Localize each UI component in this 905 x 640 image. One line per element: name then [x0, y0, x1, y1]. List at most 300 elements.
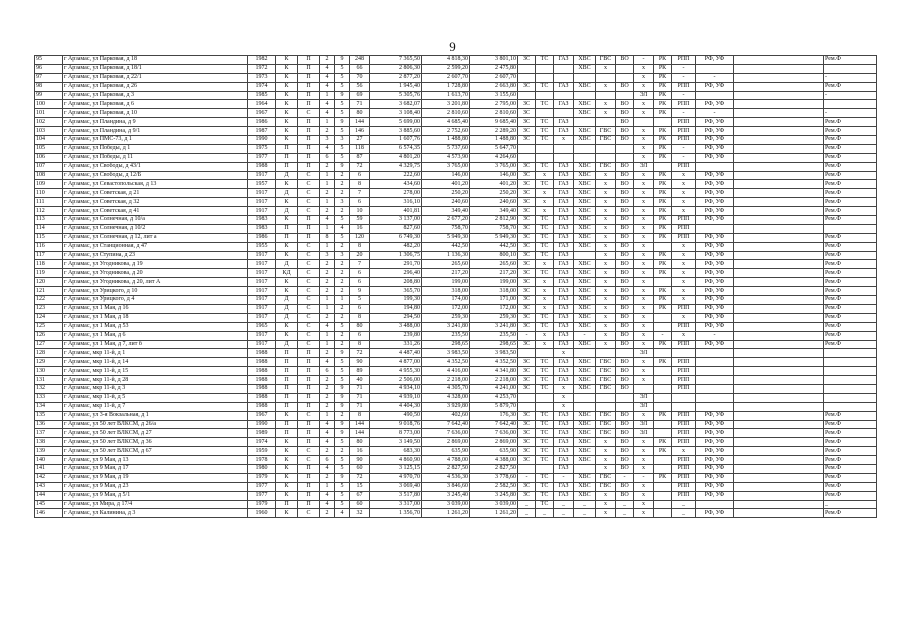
table-cell: 67: [350, 491, 370, 500]
table-cell: ВО: [616, 56, 634, 65]
table-cell: 4: [335, 509, 350, 518]
table-cell: х: [634, 376, 654, 385]
table-cell: РФ, УФ: [696, 242, 734, 251]
table-cell: _: [616, 500, 634, 509]
page-number: 9: [449, 39, 456, 54]
table-cell: РПП: [672, 162, 696, 171]
table-cell: РК: [654, 144, 672, 153]
table-cell: 3 929,80: [422, 402, 470, 411]
table-cell: г Арзамас, ул Парковая, д 22/1: [63, 73, 248, 82]
table-cell: 4 860,90: [370, 456, 422, 465]
table-cell: РФ, УФ: [696, 144, 734, 153]
table-cell: К: [276, 509, 298, 518]
table-row: [35, 491, 877, 500]
table-cell: ГВС: [596, 358, 616, 367]
table-row: [35, 411, 877, 420]
table-cell: 5 305,76: [370, 91, 422, 100]
table-cell: 66: [350, 64, 370, 73]
table-cell: 2: [335, 411, 350, 420]
table-cell: г Арзамас, ул Парковая, д 6: [63, 100, 248, 109]
table-cell: К: [276, 251, 298, 260]
table-cell: 4 536,30: [422, 473, 470, 482]
table-cell: 4: [335, 224, 350, 233]
table-cell: 2 607,70: [470, 73, 518, 82]
table-cell: ГАЗ: [554, 287, 574, 296]
table-cell: х: [634, 482, 654, 491]
table-cell: П: [298, 438, 320, 447]
table-cell: Рем.Ф: [824, 278, 877, 287]
table-cell: РК: [654, 411, 672, 420]
table-cell: [696, 64, 734, 73]
table-cell: К: [276, 322, 298, 331]
table-cell: 4 388,00: [470, 456, 518, 465]
table-cell: 4: [320, 144, 335, 153]
table-cell: Рем.Ф: [824, 189, 877, 198]
table-cell: [734, 349, 824, 358]
table-cell: х: [634, 491, 654, 500]
table-cell: 250,20: [422, 189, 470, 198]
table-cell: ГАЗ: [554, 438, 574, 447]
table-cell: Рем.Ф: [824, 456, 877, 465]
table-cell: 2: [335, 180, 350, 189]
table-cell: 9 685,40: [470, 118, 518, 127]
table-cell: 2 506,00: [370, 376, 422, 385]
table-cell: 7 636,00: [470, 429, 518, 438]
table-cell: 434,60: [370, 180, 422, 189]
table-cell: К: [276, 287, 298, 296]
table-cell: РК: [654, 100, 672, 109]
table-cell: 99: [35, 91, 63, 100]
table-cell: ТС: [536, 411, 554, 420]
table-cell: ВО: [616, 438, 634, 447]
table-cell: П: [276, 376, 298, 385]
table-cell: [734, 224, 824, 233]
table-cell: Рем.Ф: [824, 491, 877, 500]
table-cell: П: [298, 429, 320, 438]
table-cell: [734, 64, 824, 73]
table-cell: г Арзамас, ул Севастопольская, д 13: [63, 180, 248, 189]
table-cell: 9: [350, 287, 370, 296]
table-cell: К: [276, 198, 298, 207]
table-cell: 134: [35, 402, 63, 411]
table-row: [35, 224, 877, 233]
table-cell: ТС: [536, 242, 554, 251]
table-cell: г Арзамас, ул Станционная, д 47: [63, 242, 248, 251]
table-cell: 1 306,75: [370, 251, 422, 260]
table-cell: 199,00: [422, 278, 470, 287]
table-cell: ЗС: [518, 278, 536, 287]
table-cell: 1983: [248, 224, 276, 233]
table-cell: х: [672, 171, 696, 180]
table-cell: [734, 233, 824, 242]
table-cell: х: [554, 393, 574, 402]
table-cell: РК: [654, 171, 672, 180]
table-cell: г Арзамас, мкр 11-й, д 5: [63, 393, 248, 402]
table-cell: 59: [350, 216, 370, 225]
table-cell: РФ, УФ: [696, 304, 734, 313]
table-cell: 117: [35, 251, 63, 260]
table-cell: К: [276, 56, 298, 65]
table-cell: [734, 482, 824, 491]
table-cell: 3: [320, 251, 335, 260]
table-cell: х: [672, 296, 696, 305]
table-cell: ЗС: [518, 438, 536, 447]
table-cell: ТС: [536, 456, 554, 465]
table-cell: 144: [35, 491, 63, 500]
table-cell: 103: [35, 127, 63, 136]
table-cell: 1988: [248, 393, 276, 402]
table-cell: 5: [335, 358, 350, 367]
table-cell: 127: [35, 340, 63, 349]
table-row: [35, 296, 877, 305]
table-cell: РПП: [672, 438, 696, 447]
table-cell: 3 517,80: [370, 491, 422, 500]
table-cell: х: [554, 136, 574, 145]
table-cell: [616, 73, 634, 82]
table-cell: 2: [320, 189, 335, 198]
table-cell: ГАЗ: [554, 313, 574, 322]
table-cell: [734, 162, 824, 171]
table-cell: РК: [654, 304, 672, 313]
table-cell: 1986: [248, 233, 276, 242]
table-cell: ВО: [616, 180, 634, 189]
table-cell: [574, 251, 596, 260]
table-cell: х: [596, 322, 616, 331]
table-cell: 1987: [248, 127, 276, 136]
table-cell: _: [518, 509, 536, 518]
table-row: [35, 376, 877, 385]
table-cell: [734, 464, 824, 473]
table-cell: х: [672, 198, 696, 207]
table-cell: х: [634, 358, 654, 367]
table-cell: 240,60: [422, 198, 470, 207]
table-row: [35, 260, 877, 269]
table-cell: 2: [320, 56, 335, 65]
table-cell: ГАЗ: [554, 340, 574, 349]
table-cell: ГАЗ: [554, 189, 574, 198]
table-cell: х: [536, 287, 554, 296]
table-cell: 8: [350, 340, 370, 349]
table-cell: ХВС: [574, 456, 596, 465]
table-cell: [518, 64, 536, 73]
table-cell: РПП: [672, 118, 696, 127]
table-cell: ВО: [616, 171, 634, 180]
table-cell: 2: [320, 278, 335, 287]
table-cell: 278,00: [370, 189, 422, 198]
table-cell: РПП: [672, 367, 696, 376]
table-cell: РК: [654, 438, 672, 447]
table-cell: [616, 91, 634, 100]
table-cell: ГАЗ: [554, 464, 574, 473]
table-cell: 1 728,80: [422, 82, 470, 91]
table-cell: 265,60: [470, 260, 518, 269]
table-cell: [536, 402, 554, 411]
table-cell: 141: [35, 464, 63, 473]
table-cell: ХВС: [574, 304, 596, 313]
table-cell: 1957: [248, 180, 276, 189]
table-cell: ВО: [616, 162, 634, 171]
table-cell: 5: [335, 322, 350, 331]
table-cell: 172,00: [470, 304, 518, 313]
table-cell: 98: [35, 82, 63, 91]
table-cell: 4: [320, 100, 335, 109]
table-cell: 1: [320, 304, 335, 313]
table-cell: _: [824, 500, 877, 509]
table-cell: 8: [350, 180, 370, 189]
table-cell: ХВС: [574, 278, 596, 287]
table-cell: 1: [320, 118, 335, 127]
table-cell: 109: [35, 180, 63, 189]
table-cell: Рем.Ф: [824, 233, 877, 242]
table-cell: ХВС: [574, 287, 596, 296]
table-cell: 9: [335, 473, 350, 482]
table-cell: К: [276, 331, 298, 340]
table-cell: [654, 393, 672, 402]
table-cell: [554, 109, 574, 118]
table-cell: 3 317,00: [370, 500, 422, 509]
table-cell: ХВС: [574, 127, 596, 136]
table-cell: г Арзамас, ул Победы, д 1: [63, 144, 248, 153]
table-cell: [734, 340, 824, 349]
table-cell: РПП: [672, 464, 696, 473]
table-cell: Рем.Ф: [824, 287, 877, 296]
table-cell: х: [596, 216, 616, 225]
table-cell: 318,00: [422, 287, 470, 296]
table-cell: П: [276, 153, 298, 162]
table-cell: 3 039,00: [470, 500, 518, 509]
table-cell: [734, 491, 824, 500]
table-cell: 2: [320, 287, 335, 296]
table-cell: П: [298, 500, 320, 509]
table-cell: 119: [35, 269, 63, 278]
table-cell: К: [276, 91, 298, 100]
table-cell: [536, 393, 554, 402]
table-cell: х: [634, 242, 654, 251]
table-cell: 199,00: [470, 278, 518, 287]
table-cell: Рем.Ф: [824, 162, 877, 171]
table-cell: ХВС: [574, 340, 596, 349]
table-cell: 199,30: [370, 296, 422, 305]
table-cell: РПП: [672, 473, 696, 482]
table-cell: [654, 509, 672, 518]
table-cell: К: [276, 447, 298, 456]
table-cell: г Арзамас, ул 9 Мая, д 19: [63, 473, 248, 482]
table-cell: ЗС: [518, 56, 536, 65]
table-cell: [734, 358, 824, 367]
table-cell: 8: [350, 242, 370, 251]
table-cell: г Арзамас, мкр 11-й, д 1: [63, 349, 248, 358]
table-cell: х: [672, 207, 696, 216]
table-cell: [734, 278, 824, 287]
table-cell: [734, 109, 824, 118]
table-cell: г Арзамас, ул 1 Мая, д 53: [63, 322, 248, 331]
table-cell: 316,10: [370, 198, 422, 207]
table-cell: [518, 153, 536, 162]
table-cell: ГВС: [596, 429, 616, 438]
table-row: [35, 287, 877, 296]
table-cell: С: [298, 278, 320, 287]
table-cell: ГВС: [596, 420, 616, 429]
table-cell: РПП: [672, 429, 696, 438]
table-cell: Рем.Ф: [824, 482, 877, 491]
table-cell: [574, 402, 596, 411]
table-cell: ВО: [616, 100, 634, 109]
table-cell: ТС: [536, 358, 554, 367]
table-cell: РФ, УФ: [696, 491, 734, 500]
table-cell: 144: [350, 118, 370, 127]
table-cell: 80: [350, 109, 370, 118]
table-cell: [596, 73, 616, 82]
table-cell: г Арзамас, ул Ступина, д 23: [63, 251, 248, 260]
table-cell: 2: [320, 127, 335, 136]
table-cell: РК: [654, 189, 672, 198]
table-cell: ХВС: [574, 384, 596, 393]
table-cell: П: [298, 233, 320, 242]
table-cell: 123: [35, 304, 63, 313]
table-cell: [596, 349, 616, 358]
table-cell: 116: [35, 242, 63, 251]
table-cell: г Арзамас, ул 9 Мая, д 5/1: [63, 491, 248, 500]
table-cell: ТС: [536, 82, 554, 91]
table-cell: РФ, УФ: [696, 260, 734, 269]
table-row: [35, 144, 877, 153]
table-cell: 129: [35, 358, 63, 367]
table-cell: [654, 402, 672, 411]
table-cell: 1965: [248, 322, 276, 331]
table-cell: [734, 322, 824, 331]
table-cell: 1989: [248, 429, 276, 438]
table-cell: 2: [335, 189, 350, 198]
table-cell: С: [298, 171, 320, 180]
table-cell: С: [298, 207, 320, 216]
table-cell: 1917: [248, 304, 276, 313]
table-cell: П: [276, 429, 298, 438]
table-cell: РФ, УФ: [696, 482, 734, 491]
table-cell: _: [672, 509, 696, 518]
table-cell: ЗС: [518, 456, 536, 465]
table-cell: [696, 500, 734, 509]
table-cell: 1: [320, 171, 335, 180]
table-cell: 130: [35, 367, 63, 376]
table-cell: х: [536, 260, 554, 269]
table-cell: [574, 144, 596, 153]
table-cell: ЗС: [518, 180, 536, 189]
table-cell: С: [298, 447, 320, 456]
table-cell: 1 261,20: [470, 509, 518, 518]
table-cell: ВО: [616, 207, 634, 216]
table-cell: х: [596, 109, 616, 118]
table-cell: П: [298, 358, 320, 367]
table-cell: 7 636,00: [422, 429, 470, 438]
table-cell: РПП: [672, 224, 696, 233]
table-cell: х: [634, 189, 654, 198]
table-row: [35, 82, 877, 91]
table-cell: 2 810,60: [470, 109, 518, 118]
table-cell: г Арзамас, ул ПМС-73, д 1: [63, 136, 248, 145]
table-cell: х: [672, 180, 696, 189]
table-cell: 2: [320, 473, 335, 482]
table-cell: 125: [35, 322, 63, 331]
table-cell: _: [536, 509, 554, 518]
table-cell: 259,30: [422, 313, 470, 322]
table-cell: 2: [335, 207, 350, 216]
table-cell: ГАЗ: [554, 260, 574, 269]
table-cell: ВО: [616, 216, 634, 225]
table-cell: ГВС: [596, 136, 616, 145]
table-cell: 1974: [248, 438, 276, 447]
table-cell: 3 149,50: [370, 438, 422, 447]
table-cell: Рем.Ф: [824, 304, 877, 313]
table-cell: ВО: [616, 136, 634, 145]
table-row: [35, 349, 877, 358]
table-cell: 135: [35, 411, 63, 420]
table-cell: 490,50: [370, 411, 422, 420]
table-cell: 5 737,60: [422, 144, 470, 153]
table-cell: ВО: [616, 82, 634, 91]
table-cell: ЗС: [518, 171, 536, 180]
table-cell: С: [298, 340, 320, 349]
table-cell: [734, 376, 824, 385]
table-cell: РФ, УФ: [696, 153, 734, 162]
table-cell: х: [634, 287, 654, 296]
table-cell: 318,00: [470, 287, 518, 296]
table-cell: К: [276, 127, 298, 136]
table-cell: 5 699,00: [370, 118, 422, 127]
table-cell: 4: [320, 64, 335, 73]
table-cell: РК: [654, 207, 672, 216]
table-cell: 56: [350, 82, 370, 91]
table-row: [35, 464, 877, 473]
table-cell: 4 416,00: [422, 367, 470, 376]
table-cell: -: [696, 73, 734, 82]
table-cell: 105: [35, 144, 63, 153]
table-cell: 5: [335, 482, 350, 491]
table-cell: [654, 278, 672, 287]
table-cell: ЗС: [518, 296, 536, 305]
table-cell: ТС: [536, 376, 554, 385]
table-cell: РФ, УФ: [696, 189, 734, 198]
table-row: [35, 384, 877, 393]
table-cell: 482,20: [370, 242, 422, 251]
table-cell: ТС: [536, 447, 554, 456]
table-cell: 291,70: [370, 260, 422, 269]
table-cell: 72: [350, 162, 370, 171]
table-cell: [596, 91, 616, 100]
table-cell: -: [634, 473, 654, 482]
table-cell: 112: [35, 207, 63, 216]
table-cell: [518, 91, 536, 100]
table-cell: г Арзамас, ул Пландина, д 9: [63, 118, 248, 127]
table-cell: 136: [35, 420, 63, 429]
table-cell: Д: [276, 171, 298, 180]
table-cell: ГАЗ: [554, 207, 574, 216]
table-cell: 102: [35, 118, 63, 127]
table-cell: 72: [350, 473, 370, 482]
table-cell: х: [634, 331, 654, 340]
table-cell: ГВС: [596, 482, 616, 491]
table-cell: [734, 447, 824, 456]
table-cell: 1973: [248, 73, 276, 82]
table-cell: 3 801,10: [470, 56, 518, 65]
table-cell: х: [634, 447, 654, 456]
table-cell: ТС: [536, 136, 554, 145]
table-row: [35, 233, 877, 242]
table-cell: 4 305,70: [422, 384, 470, 393]
table-cell: г Арзамас, ул Калинина, д 3: [63, 509, 248, 518]
table-cell: 365,70: [370, 287, 422, 296]
table-cell: РК: [654, 224, 672, 233]
table-cell: х: [672, 242, 696, 251]
